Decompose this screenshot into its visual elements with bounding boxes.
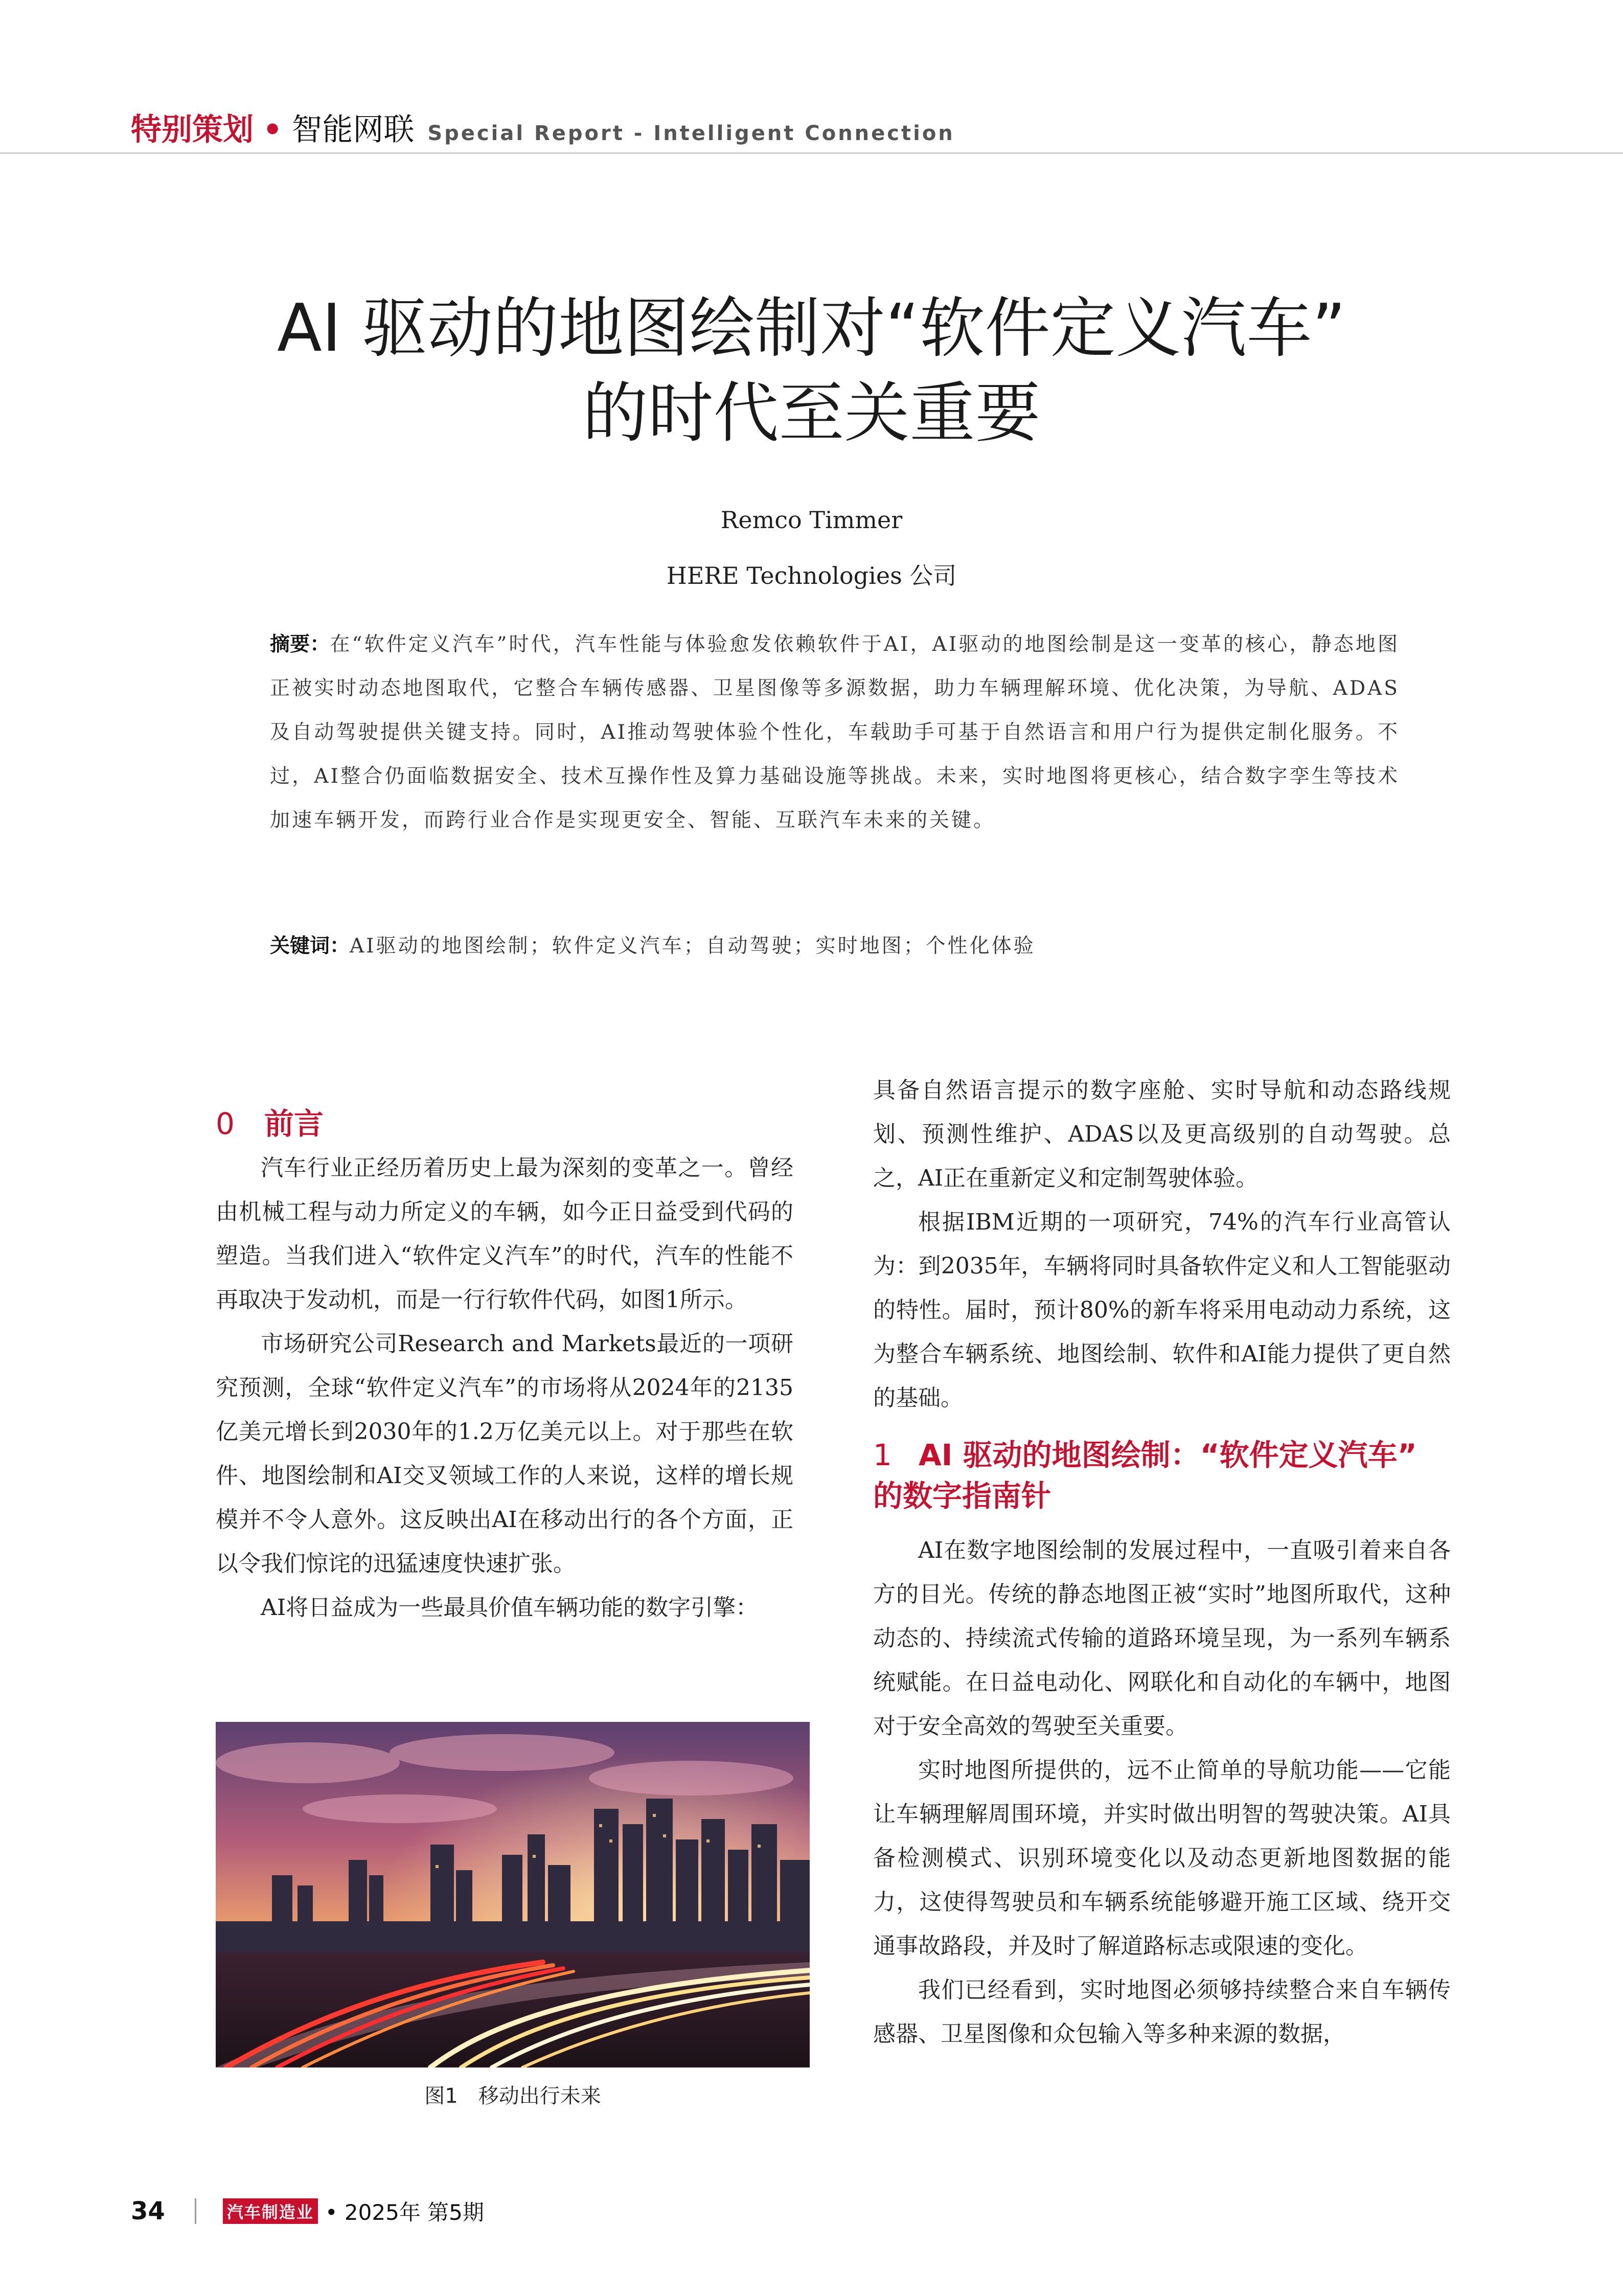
page-number: 34 — [131, 2197, 165, 2225]
paragraph: 根据IBM近期的一项研究，74%的汽车行业高管认为：到2035年，车辆将同时具备软件定义和人工智能驱动的特性。届时，预计80%的新车将采用电动动力系统，这为整合车辆系统、地图绘制、软件和AI能力提供了更自然的基础。 — [873, 1209, 1451, 1411]
magazine-logo: 汽车制造业 — [223, 2198, 318, 2224]
right-column — [873, 1069, 1451, 2056]
header-dot: • — [263, 112, 283, 148]
section-number: 0 — [216, 1106, 235, 1141]
header-english: Special Report - Intelligent Connection — [427, 122, 955, 145]
section-heading-0 — [216, 1101, 793, 1146]
figure-1-image — [216, 1722, 810, 2067]
paragraph: AI在数字地图绘制的发展过程中，一直吸引着来自各方的目光。传统的静态地图正被“实时”地图所取代，这种动态的、持续流式传输的道路环境呈现，为一系列车辆系统赋能。在日益电动化、网联化和自动化的车辆中，地图对于安全高效的驾驶至关重要。 — [873, 1537, 1451, 1739]
keywords — [270, 924, 1400, 968]
section-number: 1 — [873, 1438, 892, 1472]
article-title — [153, 286, 1470, 456]
author-organization: HERE Technologies 公司 — [666, 562, 957, 589]
keywords-text: AI驱动的地图绘制；软件定义汽车；自动驾驶；实时地图；个性化体验 — [350, 935, 1036, 958]
author: Remco Timmer — [720, 506, 903, 534]
abstract-text: 在“软件定义汽车”时代，汽车性能与体验愈发依赖软件于AI，AI驱动的地图绘制是这一变革的核心，静态地图正被实时动态地图取代，它整合车辆传感器、卫星图像等多源数据，助力车辆理解环境、优化决策，为导航、ADAS及自动驾驶提供关键支持。同时，AI推动驾驶体验个性化，车载助手可基于自然语言和用户行为提供定制化服务。不过，AI整合仍面临数据安全、技术互操作性及算力基础设施等挑战。未来，实时地图将更核心，结合数字孪生等技术加速车辆开发，而跨行业合作是实现更安全、智能、互联汽车未来的关键。 — [270, 633, 1400, 832]
keywords-label: 关键词： — [270, 935, 350, 958]
issue-info: • 2025年 第5期 — [325, 2200, 484, 2225]
left-column — [216, 1101, 793, 1630]
paragraph: 汽车行业正经历着历史上最为深刻的变革之一。曾经由机械工程与动力所定义的车辆，如今正日益受到代码的塑造。当我们进入“软件定义汽车”的时代，汽车的性能不再取决于发动机，而是一行行软件代码，如图1所示。 — [216, 1155, 793, 1313]
title-line-2: 的时代至关重要 — [582, 375, 1041, 451]
header-subcategory: 智能网联 — [291, 112, 415, 148]
paragraph: AI将日益成为一些最具价值车辆功能的数字引擎： — [261, 1595, 759, 1621]
page-footer — [131, 2193, 484, 2229]
figure-caption-text: 移动出行未来 — [478, 2084, 601, 2108]
section-title-line-1: AI 驱动的地图绘制：“软件定义汽车” — [918, 1438, 1417, 1472]
abstract-label: 摘要： — [270, 633, 330, 656]
footer-divider — [195, 2198, 196, 2224]
paragraph-continued: 具备自然语言提示的数字座舱、实时导航和动态路线规划、预测性维护、ADAS以及更高级别的自动驾驶。总之，AI正在重新定义和定制驾驶体验。 — [873, 1077, 1451, 1191]
paragraph: 我们已经看到，实时地图必须够持续整合来自车辆传感器、卫星图像和众包输入等多种来源的数据， — [873, 1977, 1451, 2047]
paragraph: 市场研究公司Research and Markets最近的一项研究预测，全球“软件定义汽车”的市场将从2024年的2135亿美元增长到2030年的1.2万亿美元以上。对于那些在软件、地图绘制和AI交叉领域工作的人来说，这样的增长规模并不令人意外。这反映出AI在移动出行的各个方面，正以令我们惊诧的迅猛速度快速扩张。 — [216, 1331, 793, 1577]
figure-1-caption — [216, 2080, 810, 2109]
abstract — [270, 623, 1400, 843]
title-line-1: AI 驱动的地图绘制对“软件定义汽车” — [277, 290, 1346, 367]
header-divider — [0, 152, 1623, 154]
figure-number: 图1 — [424, 2084, 458, 2108]
running-header — [131, 105, 955, 151]
section-heading-1 — [873, 1435, 1451, 1516]
paragraph: 实时地图所提供的，远不止简单的导航功能——它能让车辆理解周围环境，并实时做出明智的驾驶决策。AI具备检测模式、识别环境变化以及动态更新地图数据的能力，这使得驾驶员和车辆系统能够避开施工区域、绕开交通事故路段，并及时了解道路标志或限速的变化。 — [873, 1757, 1451, 1959]
section-title: 前言 — [264, 1106, 324, 1141]
header-category: 特别策划 — [131, 112, 254, 148]
section-title-line-2: 的数字指南针 — [873, 1479, 1051, 1513]
